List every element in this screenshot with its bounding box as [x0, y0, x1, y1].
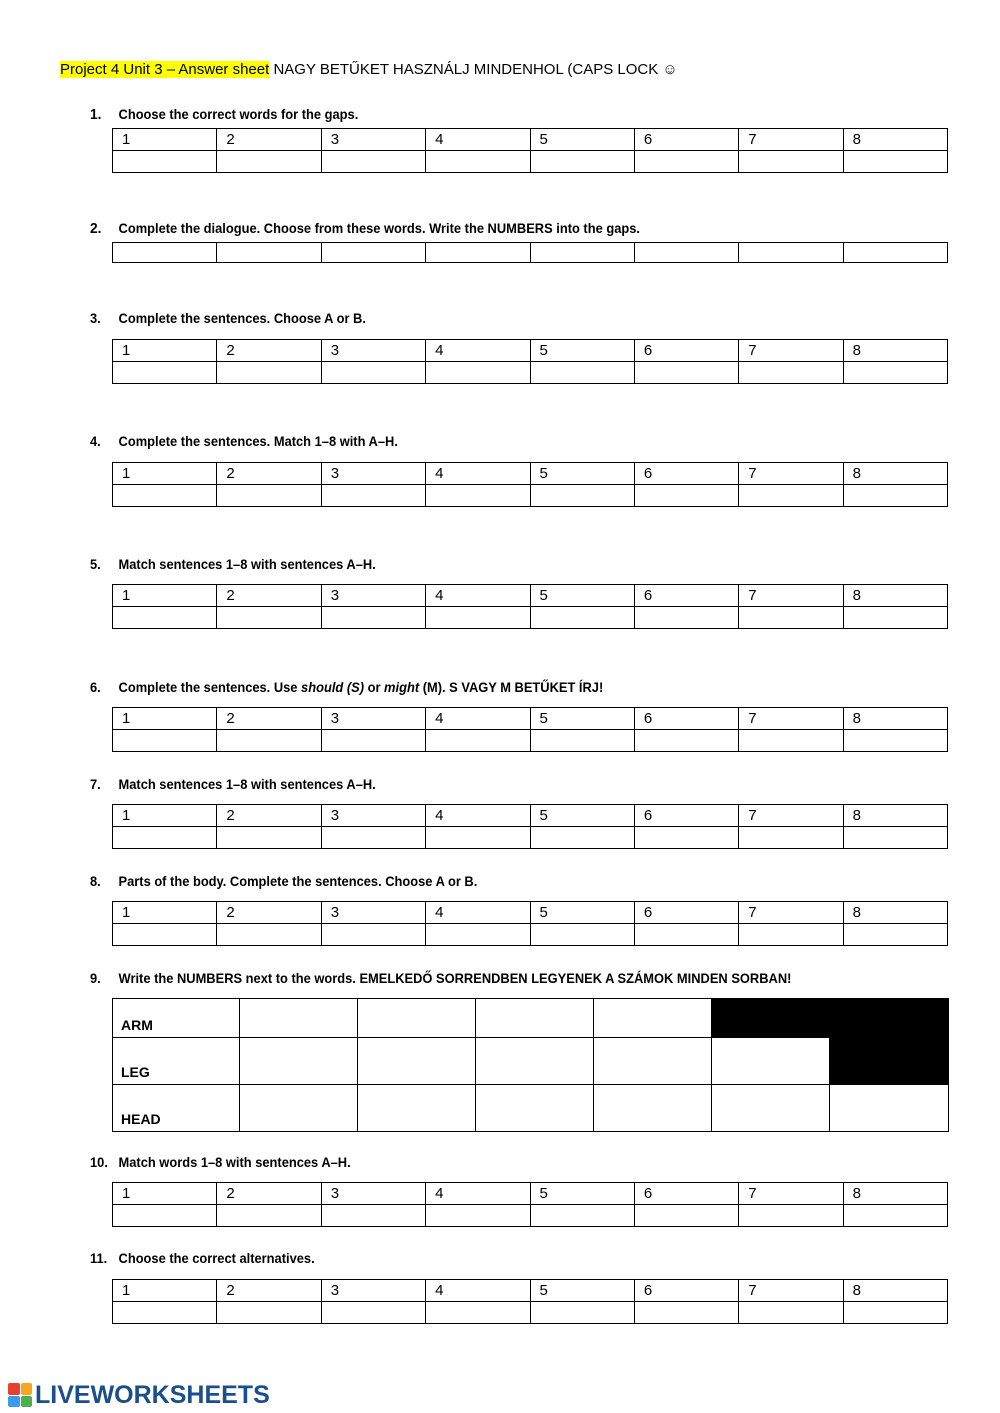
answer-cell[interactable]: [476, 1085, 594, 1132]
answer-cell[interactable]: [739, 485, 843, 507]
answer-table-7: [112, 804, 948, 849]
logo-mark-icon: [8, 1383, 32, 1407]
answer-cell[interactable]: [712, 1038, 830, 1085]
answer-cell[interactable]: [217, 362, 321, 384]
header-row: 1 2 3 4 5 6 7 8: [113, 1280, 948, 1302]
header-row: 1 2 3 4 5 6 7 8: [113, 805, 948, 827]
answer-row[interactable]: [113, 485, 948, 507]
liveworksheets-logo[interactable]: [8, 1380, 270, 1410]
answer-cell[interactable]: [530, 1302, 634, 1324]
logo-square: [21, 1383, 33, 1395]
answer-cell[interactable]: [530, 827, 634, 849]
answer-cell[interactable]: [634, 243, 738, 263]
answer-cell[interactable]: [358, 1038, 476, 1085]
answer-cell[interactable]: [321, 827, 425, 849]
answer-cell[interactable]: [240, 1085, 358, 1132]
answer-row[interactable]: [113, 730, 948, 752]
answer-cell[interactable]: [113, 607, 217, 629]
question-5: 5. Match sentences 1–8 with sentences A–H.: [90, 556, 376, 572]
answer-cell[interactable]: [634, 827, 738, 849]
answer-cell[interactable]: [217, 243, 321, 263]
answer-cell[interactable]: [426, 1302, 530, 1324]
question-4: 4. Complete the sentences. Match 1–8 with A–H.: [90, 433, 398, 449]
question-6: 6. Complete the sentences. Use should (S) or might (M). S VAGY M BETŰKET ÍRJ!: [90, 679, 604, 695]
answer-cell[interactable]: [321, 485, 425, 507]
header-row: 1 2 3 4 5 6 7 8: [113, 902, 948, 924]
answer-cell[interactable]: [321, 362, 425, 384]
answer-cell[interactable]: [530, 362, 634, 384]
blocked-cell: [712, 999, 830, 1038]
answer-cell[interactable]: [217, 485, 321, 507]
answer-cell[interactable]: [739, 827, 843, 849]
answer-cell[interactable]: [426, 730, 530, 752]
answer-cell[interactable]: [113, 485, 217, 507]
answer-cell[interactable]: [634, 1302, 738, 1324]
answer-cell[interactable]: [843, 243, 947, 263]
answer-row[interactable]: [113, 924, 948, 946]
question-2: 2. Complete the dialogue. Choose from these words. Write the NUMBERS into the gaps.: [90, 220, 640, 237]
answer-cell[interactable]: [217, 151, 321, 173]
answer-table-3: [112, 339, 948, 384]
answer-table-11: [112, 1279, 948, 1324]
body-label-leg: LEG: [113, 1038, 240, 1085]
answer-cell[interactable]: [113, 1302, 217, 1324]
page-title: [60, 61, 678, 78]
answer-cell[interactable]: [739, 1302, 843, 1324]
answer-cell[interactable]: [634, 1205, 738, 1227]
answer-cell[interactable]: [217, 1205, 321, 1227]
header-row: 1 2 3 4 5 6 7 8: [113, 585, 948, 607]
answer-row[interactable]: [113, 607, 948, 629]
answer-cell[interactable]: [358, 999, 476, 1038]
answer-cell[interactable]: [217, 607, 321, 629]
logo-text: LIVEWORKSHEETS: [35, 1380, 270, 1409]
answer-cell[interactable]: [217, 730, 321, 752]
answer-row[interactable]: [113, 1302, 948, 1324]
answer-cell[interactable]: [426, 827, 530, 849]
answer-cell[interactable]: [426, 243, 530, 263]
answer-cell[interactable]: [530, 485, 634, 507]
answer-cell[interactable]: [594, 1085, 712, 1132]
answer-cell[interactable]: [476, 999, 594, 1038]
question-7: 7. Match sentences 1–8 with sentences A–H.: [90, 776, 376, 792]
answer-cell[interactable]: [843, 730, 947, 752]
answer-cell[interactable]: [113, 730, 217, 752]
answer-cell[interactable]: [426, 362, 530, 384]
answer-cell[interactable]: [712, 1085, 830, 1132]
answer-cell[interactable]: [113, 151, 217, 173]
answer-cell[interactable]: [321, 730, 425, 752]
answer-cell[interactable]: [739, 151, 843, 173]
answer-cell[interactable]: [476, 1038, 594, 1085]
answer-row[interactable]: [113, 1205, 948, 1227]
answer-cell[interactable]: [634, 607, 738, 629]
answer-table-8: [112, 901, 948, 946]
body-label-arm: ARM: [113, 999, 240, 1038]
answer-cell[interactable]: [530, 151, 634, 173]
answer-cell[interactable]: [739, 607, 843, 629]
answer-cell[interactable]: [217, 1302, 321, 1324]
answer-cell[interactable]: [426, 607, 530, 629]
answer-cell[interactable]: [634, 730, 738, 752]
title-highlight: Project 4 Unit 3 – Answer sheet: [60, 61, 270, 78]
answer-cell[interactable]: [830, 1085, 949, 1132]
logo-square: [21, 1396, 33, 1408]
answer-cell[interactable]: [321, 151, 425, 173]
blocked-cell: [830, 1038, 949, 1085]
answer-cell[interactable]: [634, 924, 738, 946]
answer-cell[interactable]: [240, 999, 358, 1038]
answer-cell[interactable]: [426, 151, 530, 173]
answer-cell[interactable]: [321, 924, 425, 946]
answer-cell[interactable]: [594, 999, 712, 1038]
header-row: 1 2 3 4 5 6 7 8: [113, 340, 948, 362]
answer-cell[interactable]: [113, 827, 217, 849]
answer-cell[interactable]: [113, 1205, 217, 1227]
answer-cell[interactable]: [530, 1205, 634, 1227]
answer-table-4: [112, 462, 948, 507]
body-row-leg: [113, 1038, 949, 1085]
answer-table-2: [112, 242, 948, 263]
question-11: 11. Choose the correct alternatives.: [90, 1250, 315, 1266]
header-row: 1 2 3 4 5 6 7 8: [113, 708, 948, 730]
answer-cell[interactable]: [843, 1205, 947, 1227]
header-row: 1 2 3 4 5 6 7 8: [113, 129, 948, 151]
body-label-head: HEAD: [113, 1085, 240, 1132]
header-row: 1 2 3 4 5 6 7 8: [113, 1183, 948, 1205]
answer-cell[interactable]: [321, 607, 425, 629]
answer-cell[interactable]: [321, 1205, 425, 1227]
answer-cell[interactable]: [634, 362, 738, 384]
answer-cell[interactable]: [530, 607, 634, 629]
answer-cell[interactable]: [739, 243, 843, 263]
answer-cell[interactable]: [739, 362, 843, 384]
title-rest: NAGY BETŰKET HASZNÁLJ MINDENHOL (CAPS LOCK ☺: [269, 61, 678, 78]
answer-cell[interactable]: [843, 827, 947, 849]
answer-cell[interactable]: [358, 1085, 476, 1132]
answer-table-5: [112, 584, 948, 629]
answer-cell[interactable]: [113, 924, 217, 946]
answer-cell[interactable]: [530, 730, 634, 752]
answer-cell[interactable]: [530, 924, 634, 946]
answer-row[interactable]: [113, 151, 948, 173]
answer-cell[interactable]: [321, 243, 425, 263]
answer-cell[interactable]: [843, 362, 947, 384]
body-row-head: [113, 1085, 949, 1132]
answer-cell[interactable]: [217, 924, 321, 946]
answer-cell[interactable]: [240, 1038, 358, 1085]
answer-cell[interactable]: [113, 362, 217, 384]
logo-square: [8, 1383, 20, 1395]
answer-cell[interactable]: [426, 924, 530, 946]
answer-table-10: [112, 1182, 948, 1227]
body-parts-table: [112, 998, 949, 1132]
answer-table-6: [112, 707, 948, 752]
answer-cell[interactable]: [739, 730, 843, 752]
answer-cell[interactable]: [843, 1302, 947, 1324]
answer-row[interactable]: [113, 362, 948, 384]
logo-square: [8, 1396, 20, 1408]
answer-cell[interactable]: [217, 827, 321, 849]
header-row: 1 2 3 4 5 6 7 8: [113, 463, 948, 485]
question-3: 3. Complete the sentences. Choose A or B.: [90, 310, 366, 326]
answer-cell[interactable]: [739, 1205, 843, 1227]
answer-cell[interactable]: [426, 485, 530, 507]
answer-table-1: [112, 128, 948, 173]
answer-cell[interactable]: [634, 485, 738, 507]
body-row-arm: [113, 999, 949, 1038]
answer-row[interactable]: [113, 243, 948, 263]
answer-cell[interactable]: [739, 924, 843, 946]
answer-cell[interactable]: [843, 607, 947, 629]
answer-cell[interactable]: [594, 1038, 712, 1085]
answer-cell[interactable]: [843, 485, 947, 507]
question-9: 9. Write the NUMBERS next to the words. EMELKEDŐ SORRENDBEN LEGYENEK A SZÁMOK MINDEN SORBAN!: [90, 970, 792, 986]
answer-cell[interactable]: [843, 924, 947, 946]
question-8: 8. Parts of the body. Complete the sentences. Choose A or B.: [90, 873, 478, 889]
answer-cell[interactable]: [113, 243, 217, 263]
blocked-cell: [830, 999, 949, 1038]
answer-cell[interactable]: [843, 151, 947, 173]
answer-cell[interactable]: [634, 151, 738, 173]
answer-row[interactable]: [113, 827, 948, 849]
question-10: 10. Match words 1–8 with sentences A–H.: [90, 1154, 351, 1170]
answer-cell[interactable]: [530, 243, 634, 263]
answer-cell[interactable]: [321, 1302, 425, 1324]
answer-cell[interactable]: [426, 1205, 530, 1227]
question-1: 1. Choose the correct words for the gaps.: [90, 106, 359, 123]
